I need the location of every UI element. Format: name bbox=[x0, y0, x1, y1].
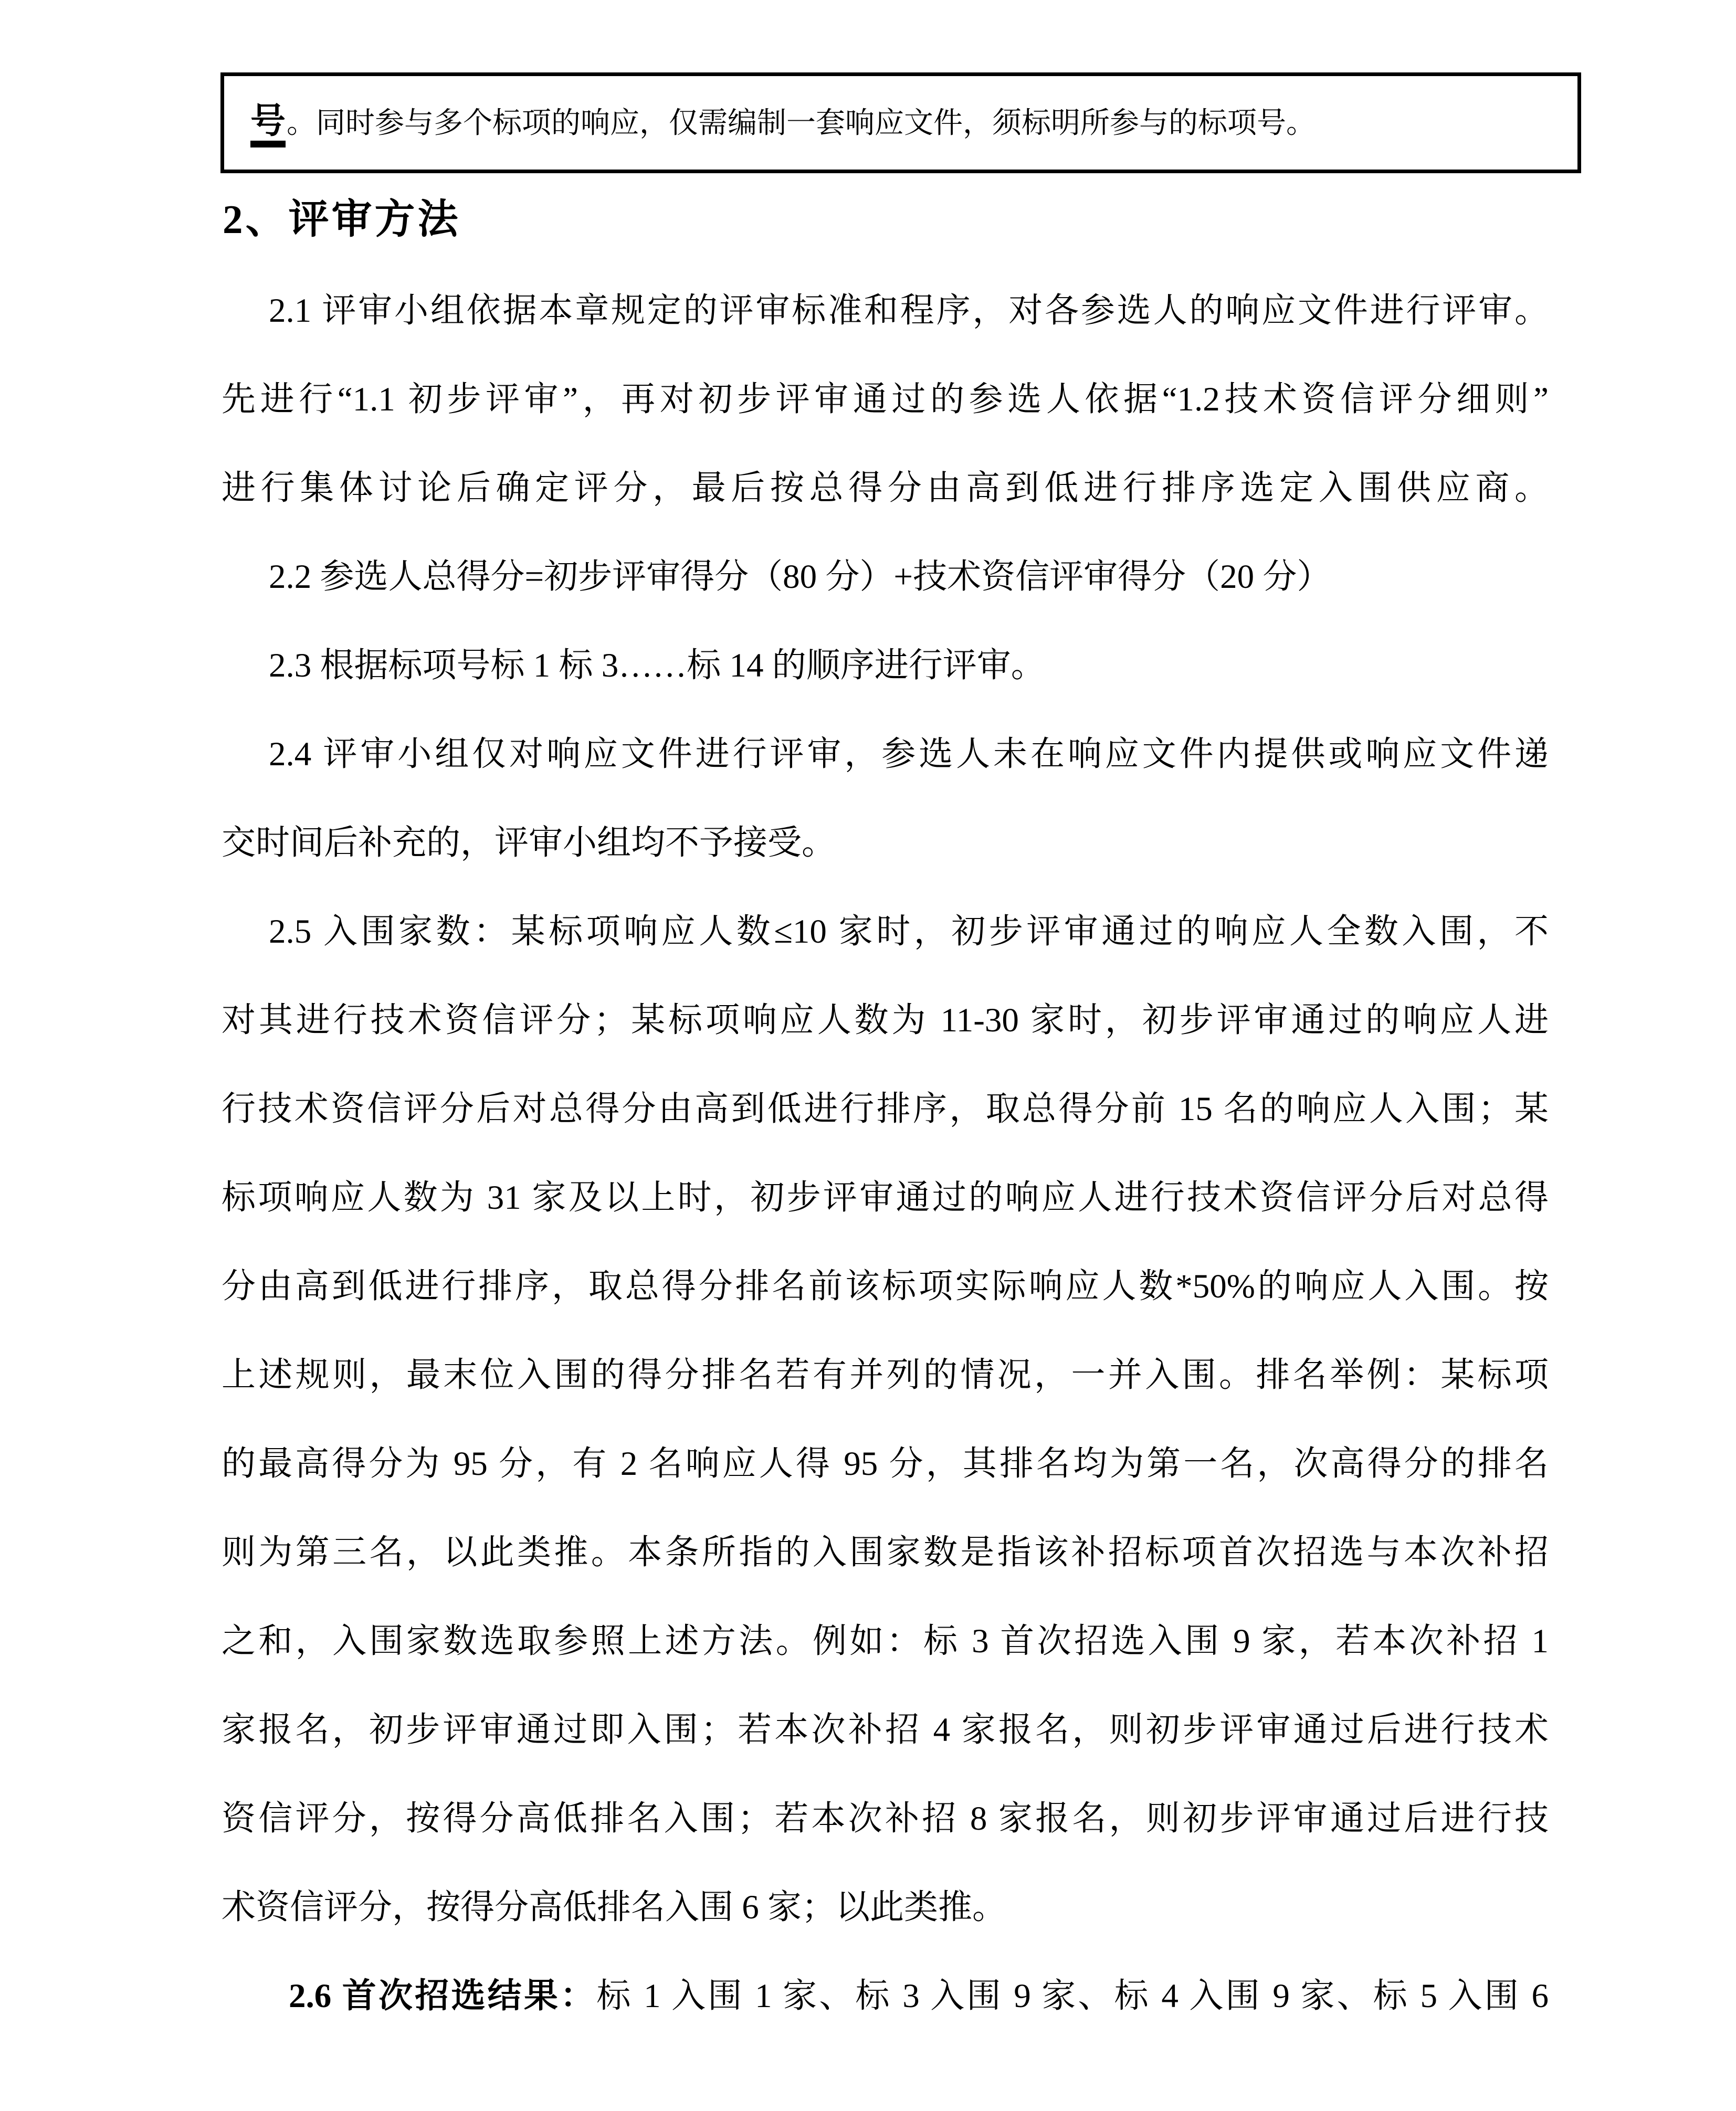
section-heading: 2、评审方法 bbox=[223, 197, 461, 242]
line-text: 则为第三名，以此类推。本条所指的入围家数是指该补招标项首次招选与本次补招 bbox=[222, 1534, 1549, 1571]
text-line bbox=[222, 710, 1549, 799]
text-line bbox=[222, 621, 1549, 710]
line-text: 术资信评分，按得分高低排名入围 6 家；以此类推。 bbox=[222, 1888, 1007, 1926]
notice-lead-char: 号 bbox=[250, 104, 286, 147]
text-line bbox=[222, 799, 1549, 888]
line-text: 进行集体讨论后确定评分，最后按总得分由高到低进行排序选定入围供应商。 bbox=[222, 469, 1549, 507]
line-bold-prefix: 2.6 首次招选结果： bbox=[289, 1977, 597, 2015]
text-line bbox=[222, 533, 1549, 621]
line-text: 行技术资信评分后对总得分由高到低进行排序，取总得分前 15 名的响应人入围；某 bbox=[222, 1090, 1549, 1128]
text-line bbox=[222, 888, 1549, 976]
line-text: 2.1 评审小组依据本章规定的评审标准和程序，对各参选人的响应文件进行评审。 bbox=[269, 292, 1549, 330]
line-text: 分由高到低进行排序，取总得分排名前该标项实际响应人数*50%的响应人入围。按 bbox=[222, 1268, 1549, 1305]
text-line bbox=[222, 355, 1549, 444]
line-text: 之和，入围家数选取参照上述方法。例如：标 3 首次招选入围 9 家，若本次补招 1 bbox=[222, 1622, 1549, 1660]
notice-line bbox=[250, 101, 1316, 147]
text-line bbox=[222, 1331, 1549, 1420]
line-text: 2.3 根据标项号标 1 标 3……标 14 的顺序进行评审。 bbox=[269, 647, 1045, 684]
text-line bbox=[222, 1154, 1549, 1242]
line-text: 交时间后补充的，评审小组均不予接受。 bbox=[222, 824, 836, 862]
line-text: 家报名，初步评审通过即入围；若本次补招 4 家报名，则初步评审通过后进行技术 bbox=[222, 1711, 1549, 1749]
line-text: 先进行“1.1 初步评审”，再对初步评审通过的参选人依据“1.2技术资信评分细则” bbox=[222, 381, 1549, 418]
line-text: 2.4 评审小组仅对响应文件进行评审，参选人未在响应文件内提供或响应文件递 bbox=[269, 735, 1549, 773]
text-line bbox=[222, 1420, 1549, 1508]
text-line bbox=[222, 1597, 1549, 1686]
text-line bbox=[222, 1952, 1549, 2041]
line-text: 标 1 入围 1 家、标 3 入围 9 家、标 4 入围 9 家、标 5 入围 6 bbox=[596, 1977, 1549, 2015]
line-text: 2.2 参选人总得分=初步评审得分（80 分）+技术资信评审得分（20 分） bbox=[269, 558, 1331, 596]
line-text: 的最高得分为 95 分，有 2 名响应人得 95 分，其排名均为第一名，次高得分的排名 bbox=[222, 1445, 1549, 1483]
text-line bbox=[222, 976, 1549, 1065]
line-text: 资信评分，按得分高低排名入围；若本次补招 8 家报名，则初步评审通过后进行技 bbox=[222, 1800, 1549, 1838]
text-line bbox=[222, 1242, 1549, 1331]
text-line bbox=[222, 444, 1549, 533]
notice-text: 。同时参与多个标项的响应，仅需编制一套响应文件，须标明所参与的标项号。 bbox=[287, 107, 1316, 140]
text-line bbox=[222, 1775, 1549, 1863]
text-line bbox=[222, 1065, 1549, 1154]
text-line bbox=[222, 1508, 1549, 1597]
line-text: 对其进行技术资信评分；某标项响应人数为 11-30 家时，初步评审通过的响应人进 bbox=[222, 1001, 1549, 1039]
text-line bbox=[222, 1686, 1549, 1775]
line-text: 2.5 入围家数：某标项响应人数≤10 家时，初步评审通过的响应人全数入围，不 bbox=[269, 913, 1549, 951]
notice-box bbox=[220, 72, 1581, 173]
text-line bbox=[222, 267, 1549, 355]
line-text: 上述规则，最末位入围的得分排名若有并列的情况，一并入围。排名举例：某标项 bbox=[222, 1356, 1549, 1394]
text-line bbox=[222, 1863, 1549, 1952]
document-body bbox=[222, 267, 1549, 2041]
line-text: 标项响应人数为 31 家及以上时，初步评审通过的响应人进行技术资信评分后对总得 bbox=[222, 1179, 1549, 1217]
